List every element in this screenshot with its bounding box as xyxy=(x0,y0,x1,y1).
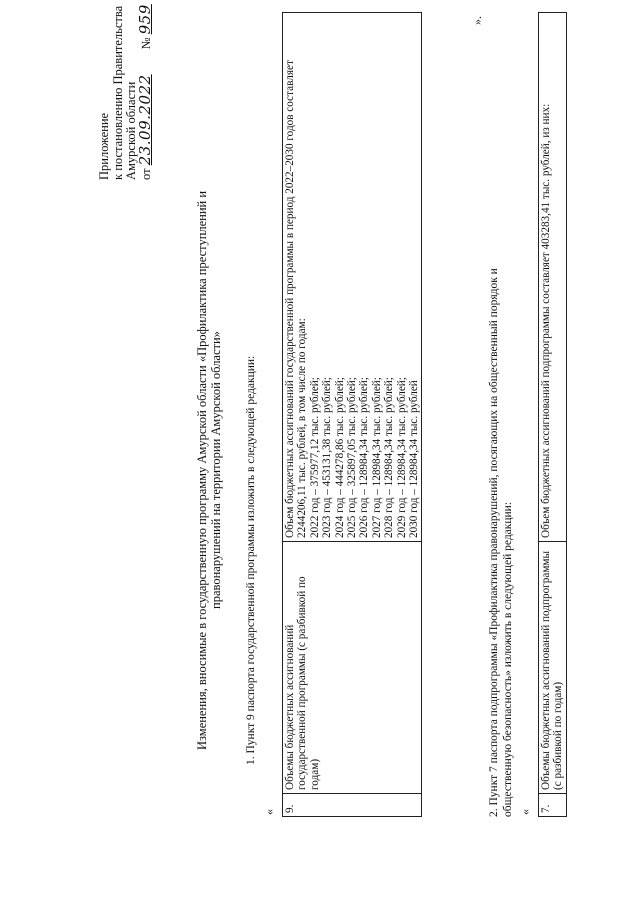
content-intro: Объем бюджетных ассигнований государственной программы в период 2022–2030 годов составляет 2244206,11 тыс. рублей, в том числе по годам: xyxy=(284,60,309,538)
row-label: Объемы бюджетных ассигнований государственной программы (с разбивкой по годам) xyxy=(283,542,422,794)
section2-heading-line-2: общественную безопасность» изложить в следующей редакции: xyxy=(502,501,514,817)
section1-table xyxy=(282,12,422,817)
year-4: 2026 год – 128984,34 тыс. рублей; xyxy=(358,377,371,538)
section2-heading-line-1: 2. Пункт 7 паспорта подпрограммы «Профилактика правонарушений, посягающих на общественный порядок и xyxy=(488,268,500,817)
appendix-block xyxy=(98,4,153,180)
row-content xyxy=(283,13,422,542)
year-8: 2030 год – 128984,34 тыс. рублей xyxy=(408,380,421,538)
table-row xyxy=(283,13,422,817)
row-label: Объемы бюджетных ассигнований подпрограммы (с разбивкой по годам) xyxy=(539,542,567,794)
number-prefix: № xyxy=(138,37,153,50)
year-1: 2023 год – 453131,38 тыс. рублей; xyxy=(321,377,334,538)
year-6: 2028 год – 128984,34 тыс. рублей; xyxy=(383,377,396,538)
appendix-line-1: Приложение xyxy=(97,112,111,180)
year-3: 2025 год – 325897,05 тыс. рублей; xyxy=(346,377,359,538)
number-handwritten: 959 xyxy=(135,4,154,35)
row-number: 9. xyxy=(283,794,422,817)
appendix-line-2: к постановлению Правительства xyxy=(110,5,125,180)
year-5: 2027 год – 128984,34 тыс. рублей; xyxy=(370,377,383,538)
title-line-1: Изменения, вносимые в государственную программу Амурской области «Профилактика преступлений и xyxy=(195,190,209,750)
appendix-date-line xyxy=(135,4,154,180)
year-2: 2024 год – 444278,86 тыс. рублей; xyxy=(333,377,346,538)
document-title xyxy=(195,190,223,750)
year-7: 2029 год – 128984,34 тыс. рублей; xyxy=(395,377,408,538)
row-number: 7. xyxy=(539,794,567,817)
section2-table xyxy=(538,12,567,817)
section1-heading: 1. Пункт 9 паспорта государственной программы изложить в следующей редакции: xyxy=(245,355,257,765)
section1-close-quote: ». xyxy=(470,16,484,25)
appendix-line-3: Амурской области xyxy=(124,81,138,180)
table-row xyxy=(539,13,567,817)
date-handwritten: 23.09.2022 xyxy=(135,74,154,166)
year-0: 2022 год – 375977,12 тыс. рублей; xyxy=(308,377,321,538)
section2-open-quote: « xyxy=(518,809,532,815)
section1-open-quote: « xyxy=(262,809,276,815)
date-prefix: от xyxy=(138,168,153,180)
title-line-2: правонарушений на территории Амурской области» xyxy=(208,331,223,609)
row-content: Объем бюджетных ассигнований подпрограммы составляет 403283,41 тыс. рублей, из них: xyxy=(539,13,567,542)
